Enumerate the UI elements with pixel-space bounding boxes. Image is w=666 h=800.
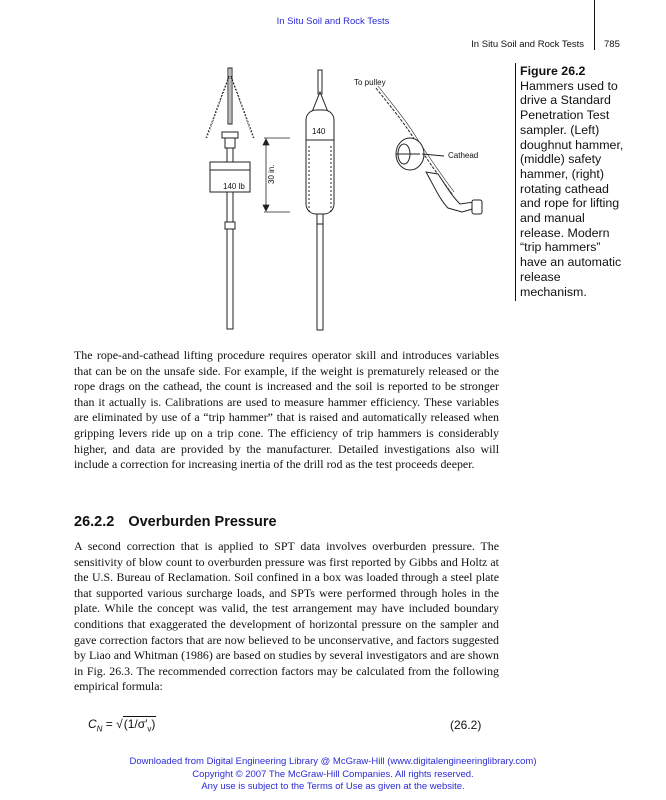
drop-height-label: 30 in. [267, 164, 276, 184]
cathead-label: Cathead [448, 151, 479, 160]
equation-26-2: $C_N = √(1/\sigma'_v)$ [88, 717, 156, 734]
figure-caption-title: Figure 26.2 [520, 64, 586, 78]
equation-lhs-subscript: N [96, 724, 103, 734]
equation-inner-subscript: v [147, 724, 152, 734]
figure-caption-text: Hammers used to drive a Standard Penetration Test sampler. (Left) doughnut hammer, (middle) safety hammer, (right) rotating cathead and rope for lifting and manual release. Modern “trip hammers” have an automatic release mechanism. [520, 78, 624, 299]
hammer-figure [190, 62, 500, 334]
equation-inner: (1/σ′ [123, 717, 148, 731]
to-pulley-label: To pulley [354, 78, 386, 87]
top-header-title: In Situ Soil and Rock Tests [276, 16, 390, 27]
footer-notice [0, 756, 666, 794]
equation-inner-close: ) [151, 717, 156, 731]
body-paragraph-2: A second correction that is applied to SPT data involves overburden pressure. The sensitivity of blow count to overburden pressure was first reported by Gibbs and Holtz at the U.S. Bureau of Reclamation. Soil confined in a box was loaded through a steel plate that supported various surcharge loads, and SPTs were performed through holes in the plate. While the concept was valid, the test arrangement may have included boundary conditions that exaggerated the development of horizontal pressure on the sampler and gave correction factors that are now believed to be unconservative, and factors suggested by Liao and Whitman (1986) are based on studies by several investigators and are shown in Fig. 26.3. The recommended correction factors may be calculated from the following empirical formula: [74, 539, 499, 694]
body-paragraph-1: The rope-and-cathead lifting procedure requires operator skill and introduces variables that can be on the unsafe side. For example, if the weight is prematurely released or the rope drags on the cathead, the count is increased and the soil is reported to be stronger than it actually is. Calibrations are used to measure hammer efficiency. These variables are eliminated by use of a “trip hammer” that is raised and automatically released when gripping levers ride up on a trip cone. The efficiency of trip hammers is considerably higher, and data are provided by the manufacturer. Detailed investigations also will include a correction for increasing inertia of the drill rod as the test proceeds deeper. [74, 348, 499, 472]
figure-caption [520, 64, 628, 299]
safety-hammer-illustration [306, 70, 334, 330]
caption-rule [515, 63, 516, 301]
equation-equals: = [102, 717, 117, 731]
section-heading [74, 514, 277, 530]
cathead-illustration [376, 86, 482, 214]
running-header: In Situ Soil and Rock Tests [471, 39, 584, 50]
doughnut-weight-label: 140 lb [223, 182, 245, 191]
footer-line-3: Any use is subject to the Terms of Use as given at the website. [201, 781, 465, 792]
safety-weight-label: 140 [312, 127, 326, 136]
page-number: 785 [604, 39, 620, 50]
equation-lhs: C [88, 717, 97, 731]
header-divider [594, 0, 595, 50]
equation-number: (26.2) [450, 718, 482, 732]
footer-line-1[interactable]: Downloaded from Digital Engineering Library @ McGraw-Hill (www.digitalengineeringlibrary.com) [129, 756, 537, 767]
section-number: 26.2.2 [74, 514, 115, 530]
doughnut-hammer-illustration [206, 68, 254, 329]
footer-line-2: Copyright © 2007 The McGraw-Hill Companies. All rights reserved. [192, 768, 474, 780]
section-title: Overburden Pressure [128, 514, 277, 530]
